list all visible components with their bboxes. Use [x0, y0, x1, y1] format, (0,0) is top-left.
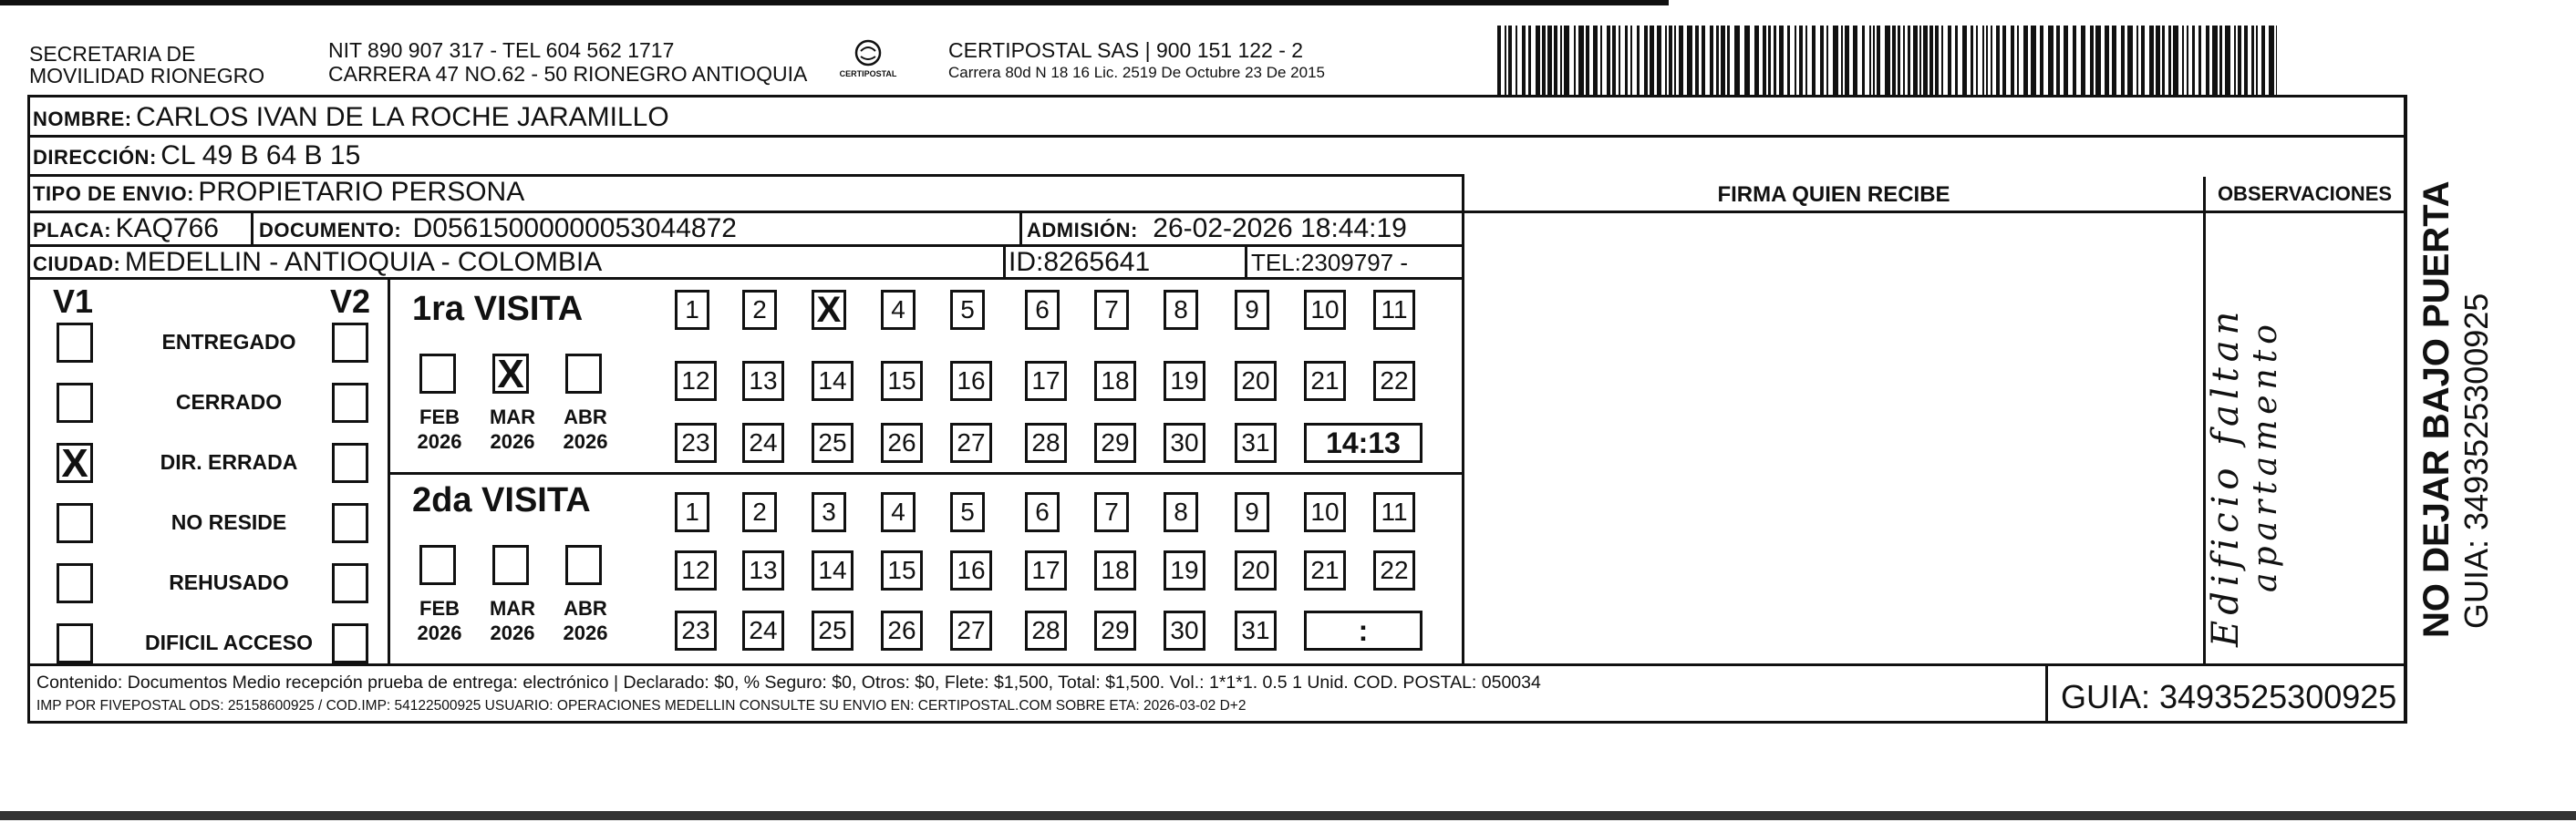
- barcode-bar: [2238, 26, 2241, 95]
- observaciones-handwritten: [2205, 228, 2284, 647]
- barcode-bar: [2225, 26, 2230, 95]
- barcode-bar: [2212, 26, 2218, 95]
- barcode-bar: [1923, 26, 1928, 95]
- month-label: ABR: [564, 406, 607, 428]
- month-year: 2026: [417, 430, 462, 453]
- barcode-bar: [2234, 26, 2236, 95]
- side-text: [2416, 128, 2496, 638]
- barcode-bar: [1547, 26, 1552, 95]
- barcode-bar: [1845, 26, 1849, 95]
- barcode-bar: [1908, 26, 1910, 95]
- observaciones-line2: apartamento: [2247, 319, 2284, 592]
- barcode-bar: [1976, 26, 1978, 95]
- day-box-1[interactable]: 1: [675, 290, 709, 330]
- barcode-bar: [1929, 26, 1933, 95]
- signature-header: FIRMA QUIEN RECIBE: [1717, 182, 1950, 207]
- barcode-bar: [1674, 26, 1676, 95]
- month-year: 2026: [490, 430, 535, 453]
- v2-checkbox[interactable]: [332, 503, 368, 543]
- observaciones-line1: Edificio faltan: [2205, 305, 2247, 647]
- barcode-bar: [2251, 26, 2254, 95]
- barcode-bar: [2064, 26, 2068, 95]
- visit-time-box[interactable]: 14:13: [1304, 423, 1422, 463]
- barcode-bar: [1877, 26, 1880, 95]
- barcode-bar: [2121, 26, 2125, 95]
- barcode-bar: [2269, 26, 2274, 95]
- barcode-bar: [2017, 26, 2019, 95]
- barcode-bar: [2198, 26, 2201, 95]
- barcode-bar: [1578, 26, 1584, 95]
- barcode-bar: [2112, 26, 2116, 95]
- top-edge: [0, 0, 1669, 5]
- barcode-bar: [1812, 26, 1816, 95]
- barcode-bar: [1574, 26, 1576, 95]
- day-box-16[interactable]: 16: [950, 361, 992, 401]
- barcode-bar: [2081, 26, 2085, 95]
- barcode-bar: [2136, 26, 2138, 95]
- footer-line1: Contenido: Documentos Medio recepción prueba de entrega: electrónico | Declarado: $0, % Seguro: $0, Otros: $0, Flete: $1,500, Total: $1,500. Vol.: 1*1*1. 0.5 1 Unid. COD. POSTAL: 050034: [36, 673, 1541, 693]
- status-option-label: CERRADO: [175, 390, 283, 414]
- day-box-11[interactable]: 11: [1373, 492, 1415, 532]
- barcode-bar: [1522, 26, 1526, 95]
- barcode-bar: [1542, 26, 1546, 95]
- barcode-bar: [2173, 26, 2178, 95]
- id-label: ID:: [1009, 247, 1044, 277]
- barcode-bar: [2031, 26, 2036, 95]
- barcode-bar: [2056, 26, 2060, 95]
- side-line1: NO DEJAR BAJO PUERTA: [2416, 180, 2457, 638]
- barcode-bar: [2156, 26, 2160, 95]
- barcode-bar: [1898, 26, 1900, 95]
- barcode-bar: [1516, 26, 1517, 95]
- status-option-label: REHUSADO: [169, 570, 289, 594]
- barcode-bar: [1892, 26, 1896, 95]
- barcode-bar: [1873, 26, 1875, 95]
- barcode-bar: [1935, 26, 1939, 95]
- barcode-bar: [1991, 26, 1992, 95]
- barcode-bar: [2002, 26, 2006, 95]
- barcode-bar: [1779, 26, 1784, 95]
- day-box-17[interactable]: 17: [1025, 550, 1067, 591]
- day-box-6[interactable]: 6: [1025, 290, 1060, 330]
- placa-cell: [33, 213, 219, 244]
- v1-checkbox[interactable]: [57, 383, 93, 423]
- documento-cell: [259, 213, 737, 244]
- tel-cell: [1251, 249, 1408, 277]
- day-box-31[interactable]: 31: [1235, 611, 1277, 651]
- day-box-16[interactable]: 16: [950, 550, 992, 591]
- org-line1: SECRETARIA DE: [29, 42, 196, 66]
- logo-text: CERTIPOSTAL: [839, 69, 897, 78]
- barcode-bar: [1727, 26, 1730, 95]
- barcode-bar: [2149, 26, 2154, 95]
- barcode-bar: [1508, 26, 1512, 95]
- day-box-5[interactable]: 5: [950, 492, 985, 532]
- day-box-30[interactable]: 30: [1164, 423, 1205, 463]
- v2-header: V2: [330, 283, 371, 320]
- barcode-bar: [1607, 26, 1610, 95]
- barcode-bar: [1986, 26, 1988, 95]
- v1-checkbox[interactable]: [57, 323, 93, 363]
- admision-value: 26-02-2026 18:44:19: [1153, 213, 1407, 243]
- day-box-17[interactable]: 17: [1025, 361, 1067, 401]
- day-box-27[interactable]: 27: [950, 423, 992, 463]
- v2-checkbox[interactable]: [332, 443, 368, 483]
- day-box-10[interactable]: 10: [1304, 492, 1346, 532]
- day-box-10[interactable]: 10: [1304, 290, 1346, 330]
- tel-label: TEL:: [1251, 249, 1301, 276]
- month-checkbox[interactable]: [419, 545, 456, 585]
- barcode-bar: [1560, 26, 1562, 95]
- v1-header: V1: [53, 283, 94, 320]
- observaciones-header: OBSERVACIONES: [2217, 182, 2393, 205]
- day-box-22[interactable]: 22: [1373, 550, 1415, 591]
- certipostal-logo: [832, 35, 905, 89]
- day-box-23[interactable]: 23: [675, 423, 717, 463]
- barcode-bar: [2105, 26, 2109, 95]
- month-label: FEB: [419, 406, 460, 428]
- barcode-bar: [1903, 26, 1905, 95]
- barcode-bar: [1612, 26, 1616, 95]
- day-box-28[interactable]: 28: [1025, 611, 1067, 651]
- day-box-12[interactable]: 12: [675, 550, 717, 591]
- barcode-bar: [1826, 26, 1828, 95]
- barcode-bar: [2182, 26, 2184, 95]
- barcode-bar: [2127, 26, 2133, 95]
- direccion-value: CL 49 B 64 B 15: [160, 140, 361, 170]
- barcode-bar: [2090, 26, 2094, 95]
- barcode-bar: [1679, 26, 1683, 95]
- id-cell: [1009, 247, 1150, 278]
- barcode-bar: [2206, 26, 2209, 95]
- placa-label: PLACA:: [33, 219, 112, 241]
- barcode-bar: [1962, 26, 1967, 95]
- day-box-29[interactable]: 29: [1094, 611, 1136, 651]
- month-year: 2026: [417, 622, 462, 644]
- barcode-bar: [2073, 26, 2076, 95]
- barcode-bar: [1744, 26, 1750, 95]
- barcode-bar: [1941, 26, 1943, 95]
- barcode-bar: [1637, 26, 1640, 95]
- day-box-4[interactable]: 4: [881, 492, 916, 532]
- day-box-12[interactable]: 12: [675, 361, 717, 401]
- day-box-3[interactable]: X: [812, 290, 846, 330]
- day-box-14[interactable]: 14: [812, 361, 853, 401]
- barcode-bar: [1754, 26, 1759, 95]
- status-option-label: DIR. ERRADA: [160, 450, 298, 474]
- license-line: Carrera 80d N 18 16 Lic. 2519 De Octubre 23 De 2015: [948, 64, 1325, 81]
- nit-line: NIT 890 907 317 - TEL 604 562 1717: [328, 38, 675, 62]
- barcode-bar: [1996, 26, 2000, 95]
- barcode-bar: [1799, 26, 1803, 95]
- barcode-bar: [1644, 26, 1648, 95]
- status-option-label: DIFICIL ACCESO: [144, 631, 313, 654]
- documento-value: D05615000000053044872: [412, 213, 737, 243]
- ciudad-value: MEDELLIN - ANTIOQUIA - COLOMBIA: [124, 247, 603, 277]
- v2-checkbox[interactable]: [332, 323, 368, 363]
- documento-label: DOCUMENTO:: [259, 219, 402, 241]
- barcode-bar: [1600, 26, 1602, 95]
- day-box-7[interactable]: 7: [1094, 290, 1129, 330]
- barcode-bar: [1919, 26, 1921, 95]
- day-box-18[interactable]: 18: [1094, 361, 1136, 401]
- barcode-bar: [1619, 26, 1620, 95]
- visit1-title: 1ra VISITA: [412, 290, 584, 328]
- status-option-label: NO RESIDE: [171, 510, 287, 534]
- barcode-bar: [2261, 26, 2265, 95]
- month-label: FEB: [419, 597, 460, 620]
- month-checkbox[interactable]: [565, 354, 602, 394]
- admision-cell: [1027, 213, 1407, 244]
- barcode: [1497, 26, 2281, 95]
- barcode-bar: [1853, 26, 1857, 95]
- address-line: CARRERA 47 NO.62 - 50 RIONEGRO ANTIOQUIA: [328, 62, 808, 86]
- barcode-bar: [1702, 26, 1705, 95]
- v2-checkbox[interactable]: [332, 563, 368, 603]
- visit-time-box[interactable]: :: [1304, 611, 1422, 651]
- day-box-4[interactable]: 4: [881, 290, 916, 330]
- month-checkbox[interactable]: [492, 545, 529, 585]
- month-checkbox[interactable]: [419, 354, 456, 394]
- day-box-13[interactable]: 13: [742, 361, 784, 401]
- barcode-bar: [1695, 26, 1699, 95]
- day-box-15[interactable]: 15: [881, 361, 923, 401]
- company-line: CERTIPOSTAL SAS | 900 151 122 - 2: [948, 38, 1304, 62]
- barcode-bar: [1710, 26, 1713, 95]
- barcode-bar: [2048, 26, 2054, 95]
- day-box-8[interactable]: 8: [1164, 290, 1198, 330]
- day-box-15[interactable]: 15: [881, 550, 923, 591]
- day-box-7[interactable]: 7: [1094, 492, 1129, 532]
- month-checkbox[interactable]: [565, 545, 602, 585]
- placa-value: KAQ766: [115, 213, 219, 243]
- footer-line2: IMP POR FIVEPOSTAL ODS: 25158600925 / COD.IMP: 54122500925 USUARIO: OPERACIONES MEDELLIN CONSULTE SU ENVIO EN: CERTIPOSTAL.COM SOBRE ETA: 2026-03-02 D+2: [36, 698, 1247, 714]
- day-box-24[interactable]: 24: [742, 423, 784, 463]
- barcode-bar: [1805, 26, 1807, 95]
- v2-checkbox[interactable]: [332, 623, 368, 663]
- day-box-31[interactable]: 31: [1235, 423, 1277, 463]
- visit2-title: 2da VISITA: [412, 481, 591, 519]
- month-checkbox[interactable]: X: [492, 354, 529, 394]
- barcode-bar: [1795, 26, 1796, 95]
- barcode-bar: [1982, 26, 1984, 95]
- v1-checkbox[interactable]: X: [57, 443, 93, 483]
- day-box-22[interactable]: 22: [1373, 361, 1415, 401]
- barcode-bar: [2219, 26, 2222, 95]
- barcode-bar: [1774, 26, 1776, 95]
- barcode-bar: [1687, 26, 1692, 95]
- day-box-14[interactable]: 14: [812, 550, 853, 591]
- v1-checkbox[interactable]: [57, 563, 93, 603]
- barcode-bar: [2011, 26, 2014, 95]
- month-label: ABR: [564, 597, 607, 620]
- day-box-23[interactable]: 23: [675, 611, 717, 651]
- barcode-bar: [1630, 26, 1632, 95]
- barcode-bar: [1586, 26, 1589, 95]
- day-box-25[interactable]: 25: [812, 611, 853, 651]
- day-box-11[interactable]: 11: [1373, 290, 1415, 330]
- barcode-bar: [1528, 26, 1531, 95]
- day-box-26[interactable]: 26: [881, 423, 923, 463]
- barcode-bar: [1734, 26, 1740, 95]
- id-value: 8265641: [1043, 247, 1151, 277]
- tel-value: 2309797 -: [1300, 249, 1409, 276]
- day-box-20[interactable]: 20: [1235, 361, 1277, 401]
- barcode-bar: [2244, 26, 2248, 95]
- barcode-bar: [2023, 26, 2028, 95]
- day-box-5[interactable]: 5: [950, 290, 985, 330]
- barcode-bar: [1497, 26, 1501, 95]
- barcode-bar: [1505, 26, 1506, 95]
- footer-guia: GUIA: 3493525300925: [2061, 678, 2397, 715]
- day-box-6[interactable]: 6: [1025, 492, 1060, 532]
- nombre-value: CARLOS IVAN DE LA ROCHE JARAMILLO: [136, 102, 669, 132]
- day-box-27[interactable]: 27: [950, 611, 992, 651]
- month-year: 2026: [563, 430, 608, 453]
- barcode-bar: [1971, 26, 1973, 95]
- v1-checkbox[interactable]: [57, 623, 93, 663]
- barcode-bar: [1625, 26, 1628, 95]
- tipo-envio-value: PROPIETARIO PERSONA: [198, 177, 525, 207]
- barcode-bar: [2192, 26, 2195, 95]
- day-box-21[interactable]: 21: [1304, 361, 1346, 401]
- barcode-bar: [1669, 26, 1672, 95]
- barcode-bar: [2168, 26, 2171, 95]
- v1-checkbox[interactable]: [57, 503, 93, 543]
- barcode-bar: [1948, 26, 1951, 95]
- tipo-envio-label: TIPO DE ENVIO:: [33, 182, 194, 205]
- barcode-bar: [1650, 26, 1654, 95]
- barcode-bar: [1820, 26, 1824, 95]
- day-box-19[interactable]: 19: [1164, 550, 1205, 591]
- barcode-bar: [1763, 26, 1766, 95]
- day-box-2[interactable]: 2: [742, 492, 777, 532]
- day-box-8[interactable]: 8: [1164, 492, 1198, 532]
- direccion-row: [33, 140, 360, 171]
- day-box-13[interactable]: 13: [742, 550, 784, 591]
- barcode-bar: [1869, 26, 1871, 95]
- nombre-row: [33, 102, 669, 133]
- barcode-bar: [1716, 26, 1719, 95]
- barcode-bar: [1665, 26, 1667, 95]
- barcode-bar: [2276, 26, 2277, 95]
- day-box-25[interactable]: 25: [812, 423, 853, 463]
- day-box-18[interactable]: 18: [1094, 550, 1136, 591]
- day-box-3[interactable]: 3: [812, 492, 846, 532]
- barcode-bar: [1554, 26, 1557, 95]
- day-box-21[interactable]: 21: [1304, 550, 1346, 591]
- org-line2: MOVILIDAD RIONEGRO: [29, 64, 265, 87]
- v2-checkbox[interactable]: [332, 383, 368, 423]
- barcode-bar: [2187, 26, 2188, 95]
- day-box-30[interactable]: 30: [1164, 611, 1205, 651]
- direccion-label: DIRECCIÓN:: [33, 146, 157, 169]
- month-label: MAR: [489, 597, 536, 620]
- barcode-bar: [1885, 26, 1890, 95]
- barcode-bar: [2256, 26, 2258, 95]
- barcode-bar: [1768, 26, 1771, 95]
- barcode-bar: [2162, 26, 2165, 95]
- day-box-24[interactable]: 24: [742, 611, 784, 651]
- barcode-bar: [1833, 26, 1838, 95]
- month-year: 2026: [490, 622, 535, 644]
- barcode-bar: [1955, 26, 1958, 95]
- barcode-bar: [2095, 26, 2101, 95]
- barcode-bar: [1593, 26, 1598, 95]
- admision-label: ADMISIÓN:: [1027, 219, 1138, 241]
- ciudad-label: CIUDAD:: [33, 252, 121, 275]
- day-box-9[interactable]: 9: [1235, 290, 1269, 330]
- barcode-bar: [1721, 26, 1725, 95]
- right-bottom-edge: [0, 811, 2576, 820]
- barcode-bar: [1564, 26, 1569, 95]
- side-line2: GUIA: 3493525300925: [2457, 293, 2495, 629]
- tipo-envio-row: [33, 177, 524, 208]
- barcode-bar: [1536, 26, 1540, 95]
- day-box-20[interactable]: 20: [1235, 550, 1277, 591]
- status-option-label: ENTREGADO: [161, 330, 296, 354]
- day-box-2[interactable]: 2: [742, 290, 777, 330]
- barcode-bar: [1657, 26, 1661, 95]
- day-box-26[interactable]: 26: [881, 611, 923, 651]
- barcode-bar: [2141, 26, 2145, 95]
- barcode-bar: [1862, 26, 1865, 95]
- month-year: 2026: [563, 622, 608, 644]
- day-box-28[interactable]: 28: [1025, 423, 1067, 463]
- barcode-bar: [1913, 26, 1918, 95]
- day-box-29[interactable]: 29: [1094, 423, 1136, 463]
- barcode-bar: [1841, 26, 1843, 95]
- barcode-bar: [2040, 26, 2043, 95]
- ciudad-cell: [33, 247, 602, 278]
- barcode-bar: [1787, 26, 1790, 95]
- month-label: MAR: [489, 406, 536, 428]
- nombre-label: NOMBRE:: [33, 108, 132, 130]
- day-box-1[interactable]: 1: [675, 492, 709, 532]
- day-box-9[interactable]: 9: [1235, 492, 1269, 532]
- day-box-19[interactable]: 19: [1164, 361, 1205, 401]
